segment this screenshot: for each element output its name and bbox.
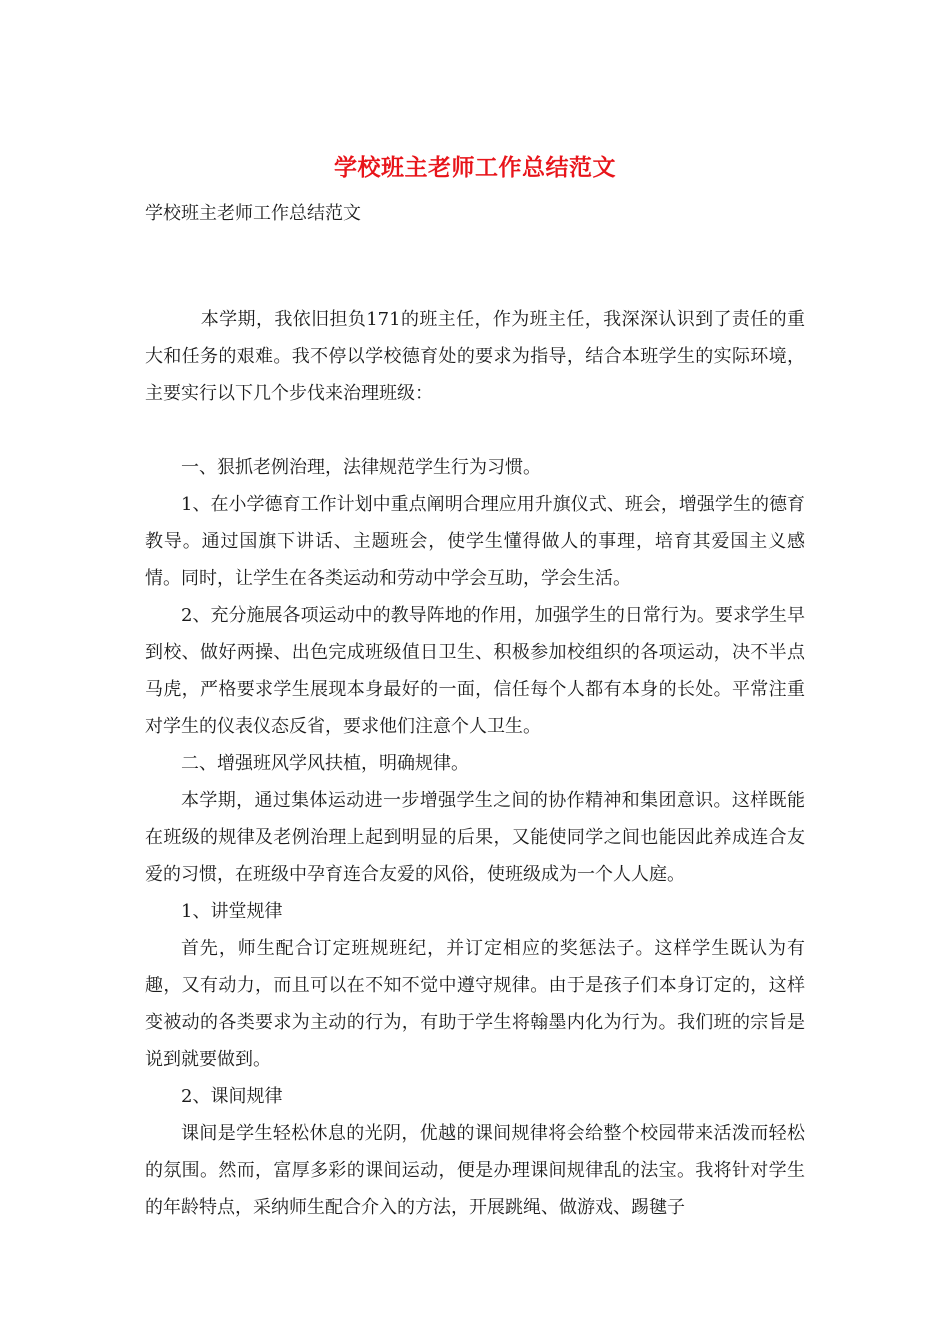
paragraph: 2、充分施展各项运动中的教导阵地的作用，加强学生的日常行为。要求学生早到校、做好两操、出色完成班级值日卫生、积极参加校组织的各项运动，决不半点马虎，严格要求学生展现本身最好的一面，信任每个人都有本身的长处。平常注重对学生的仪表仪态反省，要求他们注意个人卫生。: [145, 605, 805, 737]
document-subtitle: 学校班主老师工作总结范文: [145, 203, 361, 224]
paragraph: 首先，师生配合订定班规班纪，并订定相应的奖惩法子。这样学生既认为有趣，又有动力，而且可以在不知不觉中遵守规律。由于是孩子们本身订定的，这样变被动的各类要求为主动的行为，有助于学生将翰墨内化为行为。我们班的宗旨是 说到就要做到。: [145, 938, 805, 1070]
section-heading: 一、狠抓老例治理，法律规范学生行为习惯。: [181, 457, 541, 478]
document-body: [145, 301, 805, 1226]
subsection-heading: 1、讲堂规律: [181, 901, 283, 922]
paragraph: 1、在小学德育工作计划中重点阐明合理应用升旗仪式、班会，增强学生的德育教导。通过国旗下讲话、主题班会，使学生懂得做人的事理，培育其爱国主义感情。同时，让学生在各类运动和劳动中学会互助，学会生活。: [145, 494, 805, 589]
paragraph: 本学期，通过集体运动进一步增强学生之间的协作精神和集团意识。这样既能在班级的规律及老例治理上起到明显的后果，又能使同学之间也能因此养成连合友爱的习惯，在班级中孕育连合友爱的风俗，使班级成为一个人人庭。: [145, 790, 805, 885]
section-heading: 二、增强班风学风扶植，明确规律。: [181, 753, 469, 774]
subsection-heading: 2、课间规律: [181, 1086, 283, 1107]
paragraph: 课间是学生轻松休息的光阴，优越的课间规律将会给整个校园带来活泼而轻松的氛围。然而，富厚多彩的课间运动，便是办理课间规律乱的法宝。我将针对学生的年龄特点，采纳师生配合介入的方法，开展跳绳、做游戏、踢毽子: [145, 1123, 805, 1218]
document-title: 学校班主老师工作总结范文: [334, 154, 616, 181]
paragraph: 本学期，我依旧担负171的班主任，作为班主任，我深深认识到了责任的重大和任务的艰难。我不停以学校德育处的要求为指导，结合本班学生的实际环境，主要实行以下几个步伐来治理班级：: [145, 309, 805, 404]
